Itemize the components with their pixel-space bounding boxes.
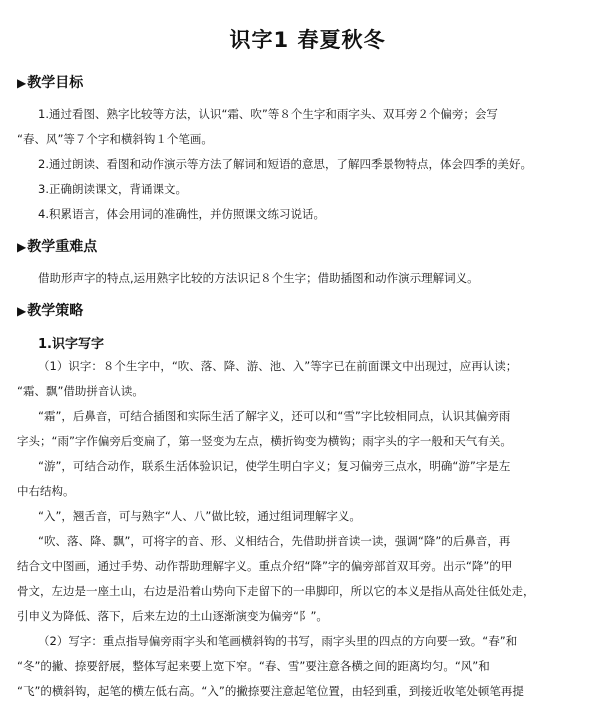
key-points-line: 借助形声字的特点,运用熟字比较的方法识记８个生字；借助插图和动作演示理解词义。 [38,271,479,285]
section-heading-strategy [17,300,83,320]
strategy-line: （1）识字：８个生字中，“吹、落、降、游、池、入”等字已在前面课文中出现过，应再认读； [38,359,518,373]
section-heading-key-points [17,236,97,256]
strategy-line: “游”，可结合动作，联系生活体验识记，使学生明白字义；复习偏旁三点水，明确“游”字是左 [38,459,511,473]
strategy-line: “吹、落、降、飘”，可将字的音、形、义相结合，先借助拼音读一读，强调“降”的后鼻音，再 [38,534,511,548]
strategy-line: 引申义为降低、落下，后来左边的土山逐渐演变为偏旁“阝”。 [17,609,328,623]
section-marker-icon: ▶ [17,76,27,90]
section-title: 教学目标 [27,75,84,91]
section-marker-icon: ▶ [17,240,27,254]
strategy-line: “冬”的撇、捺要舒展，整体写起来要上宽下窄。“春、雪”要注意各横之间的距离均匀。“风”和 [17,659,490,673]
goals-line: 1.通过看图、熟字比较等方法，认识“霜、吹”等８个生字和雨字头、双耳旁２个偏旁；会写 [38,107,498,121]
goals-line: 4.积累语言，体会用词的准确性，并仿照课文练习说话。 [38,207,325,221]
section-title: 教学策略 [27,303,84,319]
section-heading-goals [17,72,83,92]
strategy-line: “霜、飘”借助拼音认读。 [17,384,144,398]
goals-line: 3.正确朗读课文，背诵课文。 [38,182,187,196]
strategy-line: “霜”，后鼻音，可结合插图和实际生活了解字义，还可以和“雪”字比较相同点，认识其偏旁雨 [38,409,511,423]
section-marker-icon: ▶ [17,304,27,318]
page-title: 识字1 春夏秋冬 [229,28,386,52]
strategy-line: “入”，翘舌音，可与熟字“人、八”做比较，通过组词理解字义。 [38,509,361,523]
section-title: 教学重难点 [27,239,98,255]
strategy-line: “飞”的横斜钩，起笔的横左低右高。“入”的撇捺要注意起笔位置，由轻到重，到接近收笔处顿笔再提 [17,684,524,698]
strategy-line: （2）写字：重点指导偏旁雨字头和笔画横斜钩的书写，雨字头里的四点的方向要一致。“春”和 [38,634,518,648]
strategy-line: 结合文中图画，通过手势、动作帮助理解字义。重点介绍“降”字的偏旁部首双耳旁。出示“降”的甲 [17,559,513,573]
strategy-line: 骨文，左边是一座土山，右边是沿着山势向下走留下的一串脚印，所以它的本义是指从高处往低处走， [17,584,535,598]
goals-line: 2.通过朗读、看图和动作演示等方法了解词和短语的意思，了解四季景物特点，体会四季的美好。 [38,157,532,171]
goals-line: “春、风”等７个字和横斜钩１个笔画。 [17,132,213,146]
strategy-line: 中右结构。 [17,484,75,498]
strategy-line: 字头；“雨”字作偏旁后变扁了，第一竖变为左点，横折钩变为横钩；雨字头的字一般和天气有关。 [17,434,512,448]
strategy-subheading: 1.识字写字 [38,337,104,352]
